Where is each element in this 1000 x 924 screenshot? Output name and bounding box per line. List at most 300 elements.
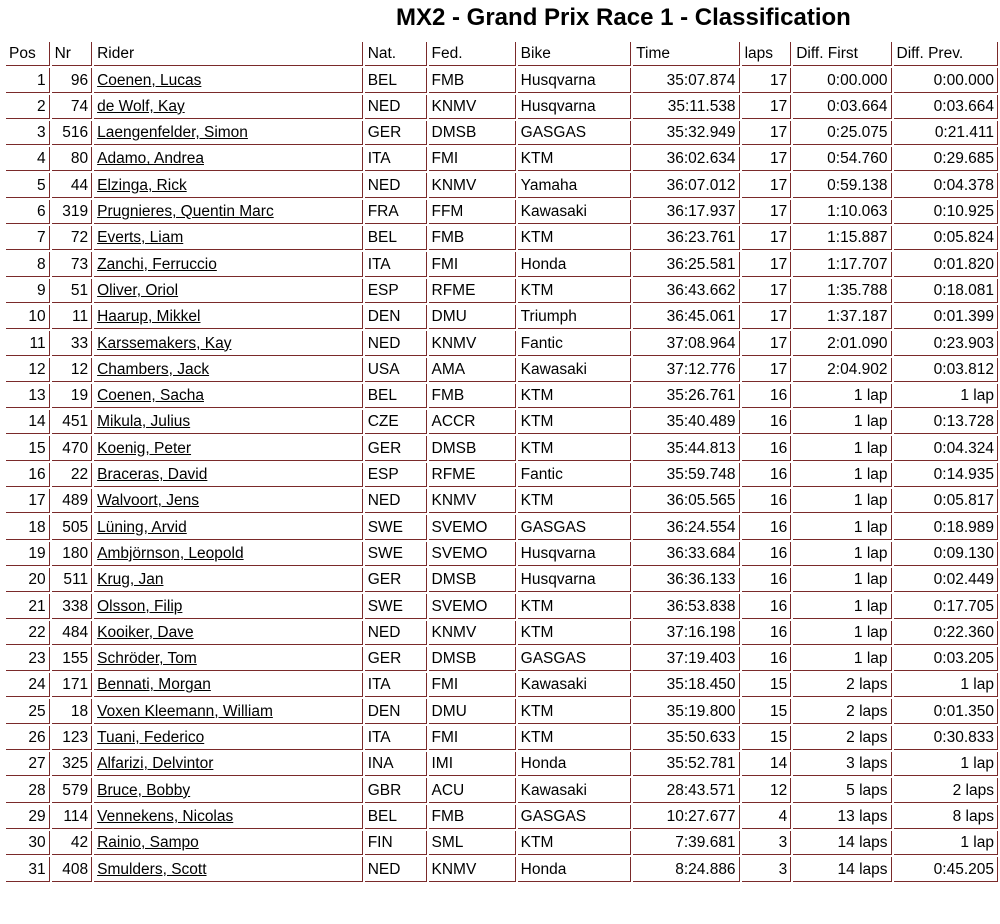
table-row [6,226,998,250]
nat-cell: SWE [365,542,427,566]
diff-first-cell: 1 lap [793,410,891,434]
time-cell: 35:52.781 [633,752,739,776]
diff-first-cell: 1 lap [793,594,891,618]
diff-prev-cell: 2 laps [894,778,998,802]
laps-cell: 17 [742,147,792,171]
fed-cell: KNMV [429,489,516,513]
rider-cell [94,673,363,697]
time-cell: 37:19.403 [633,647,739,671]
diff-first-cell: 1 lap [793,568,891,592]
table-row [6,568,998,592]
rider-cell [94,384,363,408]
fed-cell: SVEMO [429,542,516,566]
time-cell: 35:50.633 [633,726,739,750]
col-header-nat: Nat. [365,42,427,66]
diff-prev-cell: 0:00.000 [894,68,998,92]
rider-link[interactable]: Voxen Kleemann, William [97,702,273,720]
diff-first-cell: 0:54.760 [793,147,891,171]
table-row [6,252,998,276]
col-header-laps: laps [742,42,792,66]
diff-prev-cell: 0:29.685 [894,147,998,171]
fed-cell: SVEMO [429,515,516,539]
nr-cell: 18 [52,699,93,723]
pos-cell: 18 [6,515,50,539]
diff-first-cell: 1 lap [793,489,891,513]
time-cell: 36:43.662 [633,279,739,303]
page-title: MX2 - Grand Prix Race 1 - Classification [396,4,851,31]
nat-cell: GER [365,568,427,592]
bike-cell: KTM [518,226,632,250]
nr-cell: 511 [52,568,93,592]
table-header-row [6,42,998,66]
laps-cell: 17 [742,358,792,382]
table-row [6,752,998,776]
rider-link[interactable]: Vennekens, Nicolas [97,807,234,825]
pos-cell: 17 [6,489,50,513]
laps-cell: 16 [742,647,792,671]
time-cell: 35:18.450 [633,673,739,697]
bike-cell: KTM [518,699,632,723]
pos-cell: 13 [6,384,50,408]
nr-cell: 80 [52,147,93,171]
fed-cell: DMU [429,305,516,329]
diff-first-cell: 1 lap [793,647,891,671]
rider-link[interactable]: Laengenfelder, Simon [97,124,248,142]
laps-cell: 15 [742,699,792,723]
bike-cell: Fantic [518,463,632,487]
nat-cell: ITA [365,726,427,750]
table-row [6,331,998,355]
pos-cell: 3 [6,121,50,145]
nr-cell: 155 [52,647,93,671]
laps-cell: 17 [742,95,792,119]
nr-cell: 470 [52,436,93,460]
rider-cell [94,279,363,303]
col-header-rider: Rider [94,42,363,66]
rider-link[interactable]: Mikula, Julius [97,413,191,431]
rider-link[interactable]: Oliver, Oriol [97,281,179,299]
laps-cell: 17 [742,305,792,329]
rider-link[interactable]: Koenig, Peter [97,439,192,457]
nr-cell: 73 [52,252,93,276]
nat-cell: ESP [365,279,427,303]
bike-cell: KTM [518,831,632,855]
diff-first-cell: 1 lap [793,436,891,460]
diff-prev-cell: 0:30.833 [894,726,998,750]
bike-cell: KTM [518,279,632,303]
pos-cell: 25 [6,699,50,723]
nat-cell: FIN [365,831,427,855]
fed-cell: DMSB [429,436,516,460]
diff-first-cell: 1:15.887 [793,226,891,250]
nr-cell: 451 [52,410,93,434]
laps-cell: 17 [742,173,792,197]
diff-prev-cell: 0:10.925 [894,200,998,224]
nr-cell: 72 [52,226,93,250]
diff-prev-cell: 0:01.820 [894,252,998,276]
nat-cell: GER [365,647,427,671]
laps-cell: 16 [742,542,792,566]
pos-cell: 30 [6,831,50,855]
laps-cell: 17 [742,279,792,303]
laps-cell: 16 [742,410,792,434]
nr-cell: 579 [52,778,93,802]
time-cell: 35:40.489 [633,410,739,434]
nat-cell: USA [365,358,427,382]
pos-cell: 31 [6,857,50,881]
rider-link[interactable]: Chambers, Jack [97,360,210,378]
nr-cell: 74 [52,95,93,119]
rider-cell [94,515,363,539]
diff-first-cell: 0:00.000 [793,68,891,92]
fed-cell: FMI [429,726,516,750]
nat-cell: SWE [365,594,427,618]
diff-first-cell: 5 laps [793,778,891,802]
bike-cell: GASGAS [518,647,632,671]
diff-prev-cell: 1 lap [894,752,998,776]
laps-cell: 17 [742,331,792,355]
fed-cell: FFM [429,200,516,224]
time-cell: 36:02.634 [633,147,739,171]
bike-cell: Husqvarna [518,95,632,119]
fed-cell: DMU [429,699,516,723]
diff-prev-cell: 0:45.205 [894,857,998,881]
nat-cell: SWE [365,515,427,539]
diff-prev-cell: 0:05.824 [894,226,998,250]
nat-cell: ITA [365,673,427,697]
bike-cell: KTM [518,147,632,171]
rider-cell [94,252,363,276]
time-cell: 10:27.677 [633,805,739,829]
bike-cell: Kawasaki [518,778,632,802]
pos-cell: 22 [6,621,50,645]
nat-cell: ITA [365,147,427,171]
rider-cell [94,647,363,671]
rider-link[interactable]: Adamo, Andrea [97,150,204,168]
pos-cell: 20 [6,568,50,592]
bike-cell: Honda [518,752,632,776]
diff-prev-cell: 0:01.399 [894,305,998,329]
table-row [6,489,998,513]
nr-cell: 123 [52,726,93,750]
nr-cell: 22 [52,463,93,487]
rider-link[interactable]: Coenen, Lucas [97,71,202,89]
nat-cell: BEL [365,226,427,250]
diff-first-cell: 14 laps [793,831,891,855]
rider-cell [94,410,363,434]
rider-link[interactable]: Lüning, Arvid [97,518,187,536]
table-row [6,305,998,329]
diff-first-cell: 1:10.063 [793,200,891,224]
rider-link[interactable]: Ambjörnson, Leopold [97,544,244,562]
diff-first-cell: 0:59.138 [793,173,891,197]
diff-prev-cell: 0:02.449 [894,568,998,592]
nr-cell: 338 [52,594,93,618]
fed-cell: FMB [429,68,516,92]
nr-cell: 42 [52,831,93,855]
laps-cell: 17 [742,252,792,276]
nat-cell: ESP [365,463,427,487]
fed-cell: FMI [429,147,516,171]
bike-cell: Fantic [518,331,632,355]
bike-cell: Kawasaki [518,358,632,382]
rider-link[interactable]: Haarup, Mikkel [97,308,201,326]
laps-cell: 3 [742,831,792,855]
rider-cell [94,173,363,197]
pos-cell: 16 [6,463,50,487]
nat-cell: NED [365,621,427,645]
time-cell: 36:25.581 [633,252,739,276]
table-row [6,673,998,697]
diff-first-cell: 3 laps [793,752,891,776]
rider-cell [94,699,363,723]
diff-prev-cell: 0:22.360 [894,621,998,645]
rider-cell [94,594,363,618]
table-row [6,279,998,303]
table-body [6,68,998,881]
fed-cell: DMSB [429,121,516,145]
laps-cell: 16 [742,489,792,513]
col-header-nr: Nr [52,42,93,66]
bike-cell: Husqvarna [518,568,632,592]
rider-cell [94,226,363,250]
nr-cell: 51 [52,279,93,303]
fed-cell: KNMV [429,95,516,119]
rider-cell [94,726,363,750]
pos-cell: 4 [6,147,50,171]
table-row [6,384,998,408]
rider-link[interactable]: Prugnieres, Quentin Marc [97,203,274,221]
rider-link[interactable]: Braceras, David [97,466,208,484]
table-row [6,726,998,750]
table-row [6,857,998,881]
bike-cell: GASGAS [518,515,632,539]
nat-cell: BEL [365,68,427,92]
time-cell: 35:32.949 [633,121,739,145]
rider-cell [94,857,363,881]
table-row [6,699,998,723]
rider-link[interactable]: Smulders, Scott [97,860,207,878]
fed-cell: IMI [429,752,516,776]
rider-cell [94,805,363,829]
col-header-diff-first: Diff. First [793,42,891,66]
fed-cell: AMA [429,358,516,382]
diff-first-cell: 13 laps [793,805,891,829]
col-header-fed: Fed. [429,42,516,66]
fed-cell: KNMV [429,173,516,197]
nat-cell: GER [365,121,427,145]
nat-cell: DEN [365,305,427,329]
table-row [6,436,998,460]
time-cell: 8:24.886 [633,857,739,881]
diff-first-cell: 1 lap [793,515,891,539]
time-cell: 36:23.761 [633,226,739,250]
fed-cell: FMB [429,226,516,250]
laps-cell: 15 [742,726,792,750]
rider-cell [94,463,363,487]
diff-prev-cell: 0:18.989 [894,515,998,539]
diff-prev-cell: 1 lap [894,831,998,855]
fed-cell: KNMV [429,621,516,645]
rider-link[interactable]: Krug, Jan [97,571,164,589]
bike-cell: Honda [518,857,632,881]
table-row [6,147,998,171]
diff-first-cell: 0:03.664 [793,95,891,119]
laps-cell: 16 [742,436,792,460]
nat-cell: BEL [365,384,427,408]
bike-cell: KTM [518,726,632,750]
fed-cell: KNMV [429,857,516,881]
nr-cell: 319 [52,200,93,224]
rider-link[interactable]: Rainio, Sampo [97,834,199,852]
pos-cell: 5 [6,173,50,197]
rider-cell [94,621,363,645]
bike-cell: GASGAS [518,805,632,829]
table-row [6,68,998,92]
nat-cell: ITA [365,252,427,276]
nr-cell: 11 [52,305,93,329]
rider-link[interactable]: Schröder, Tom [97,650,197,668]
diff-prev-cell: 0:04.378 [894,173,998,197]
diff-prev-cell: 0:14.935 [894,463,998,487]
rider-link[interactable]: Bennati, Morgan [97,676,211,694]
diff-prev-cell: 0:03.205 [894,647,998,671]
time-cell: 36:17.937 [633,200,739,224]
nat-cell: INA [365,752,427,776]
bike-cell: Husqvarna [518,542,632,566]
rider-cell [94,147,363,171]
bike-cell: KTM [518,594,632,618]
diff-prev-cell: 8 laps [894,805,998,829]
pos-cell: 14 [6,410,50,434]
rider-cell [94,358,363,382]
rider-cell [94,568,363,592]
diff-first-cell: 2:01.090 [793,331,891,355]
nat-cell: NED [365,489,427,513]
diff-first-cell: 2 laps [793,673,891,697]
time-cell: 35:19.800 [633,699,739,723]
nr-cell: 505 [52,515,93,539]
nr-cell: 12 [52,358,93,382]
table-row [6,647,998,671]
nr-cell: 325 [52,752,93,776]
laps-cell: 17 [742,68,792,92]
fed-cell: RFME [429,279,516,303]
nr-cell: 19 [52,384,93,408]
fed-cell: FMB [429,384,516,408]
bike-cell: Kawasaki [518,200,632,224]
diff-first-cell: 1:35.788 [793,279,891,303]
diff-prev-cell: 0:03.812 [894,358,998,382]
nr-cell: 44 [52,173,93,197]
pos-cell: 24 [6,673,50,697]
rider-cell [94,831,363,855]
time-cell: 7:39.681 [633,831,739,855]
diff-prev-cell: 0:18.081 [894,279,998,303]
rider-cell [94,200,363,224]
nr-cell: 33 [52,331,93,355]
laps-cell: 16 [742,568,792,592]
rider-link[interactable]: Tuani, Federico [97,729,205,747]
nat-cell: NED [365,857,427,881]
fed-cell: SVEMO [429,594,516,618]
diff-prev-cell: 0:04.324 [894,436,998,460]
nat-cell: DEN [365,699,427,723]
rider-cell [94,436,363,460]
laps-cell: 16 [742,515,792,539]
rider-link[interactable]: Elzinga, Rick [97,176,187,194]
fed-cell: RFME [429,463,516,487]
diff-prev-cell: 0:23.903 [894,331,998,355]
bike-cell: KTM [518,436,632,460]
table-row [6,778,998,802]
pos-cell: 19 [6,542,50,566]
time-cell: 28:43.571 [633,778,739,802]
rider-link[interactable]: Coenen, Sacha [97,387,204,405]
table-row [6,121,998,145]
time-cell: 36:07.012 [633,173,739,197]
fed-cell: ACU [429,778,516,802]
laps-cell: 16 [742,594,792,618]
diff-prev-cell: 0:09.130 [894,542,998,566]
col-header-bike: Bike [518,42,632,66]
bike-cell: KTM [518,621,632,645]
time-cell: 35:11.538 [633,95,739,119]
nr-cell: 96 [52,68,93,92]
rider-link[interactable]: Olsson, Filip [97,597,183,615]
pos-cell: 9 [6,279,50,303]
nr-cell: 484 [52,621,93,645]
laps-cell: 17 [742,200,792,224]
rider-link[interactable]: Everts, Liam [97,229,184,247]
laps-cell: 16 [742,621,792,645]
table-row [6,410,998,434]
nat-cell: NED [365,173,427,197]
rider-link[interactable]: Zanchi, Ferruccio [97,255,217,273]
pos-cell: 8 [6,252,50,276]
diff-first-cell: 1 lap [793,384,891,408]
diff-prev-cell: 0:01.350 [894,699,998,723]
rider-cell [94,305,363,329]
nr-cell: 180 [52,542,93,566]
bike-cell: Triumph [518,305,632,329]
diff-prev-cell: 1 lap [894,673,998,697]
pos-cell: 28 [6,778,50,802]
laps-cell: 17 [742,226,792,250]
rider-cell [94,331,363,355]
rider-link[interactable]: Walvoort, Jens [97,492,200,510]
pos-cell: 10 [6,305,50,329]
rider-link[interactable]: Bruce, Bobby [97,781,191,799]
diff-first-cell: 2 laps [793,726,891,750]
pos-cell: 15 [6,436,50,460]
diff-prev-cell: 0:17.705 [894,594,998,618]
nat-cell: NED [365,331,427,355]
rider-cell [94,542,363,566]
table-row [6,463,998,487]
nat-cell: FRA [365,200,427,224]
rider-link[interactable]: Kooiker, Dave [97,623,194,641]
laps-cell: 14 [742,752,792,776]
time-cell: 36:36.133 [633,568,739,592]
col-header-pos: Pos [6,42,50,66]
rider-link[interactable]: Karssemakers, Kay [97,334,232,352]
nat-cell: CZE [365,410,427,434]
classification-table [4,40,1000,884]
nat-cell: GBR [365,778,427,802]
rider-link[interactable]: Alfarizi, Delvintor [97,755,214,773]
rider-link[interactable]: de Wolf, Kay [97,97,185,115]
